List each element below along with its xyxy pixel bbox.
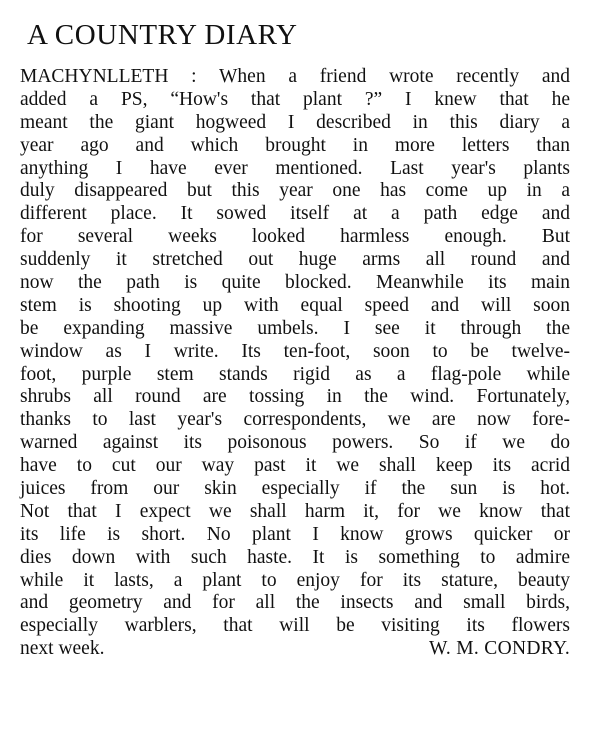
text-line: now the path is quite blocked. Meanwhile its main bbox=[20, 272, 570, 294]
text-line: juices from our skin especially if the sun is hot. bbox=[20, 478, 570, 500]
text-line: year ago and which brought in more letters than bbox=[20, 134, 570, 156]
text-line: and geometry and for all the insects and small birds, bbox=[20, 592, 570, 614]
text-line: Not that I expect we shall harm it, for we know that bbox=[20, 500, 570, 522]
text-line: for several weeks looked harmless enough. But bbox=[20, 226, 570, 248]
text-line: added a PS, “How's that plant ?” I knew that he bbox=[20, 88, 570, 110]
text-line: window as I write. Its ten-foot, soon to be twelve- bbox=[20, 340, 570, 362]
text-line: stem is shooting up with equal speed and will soon bbox=[20, 294, 570, 316]
article-body bbox=[20, 66, 570, 661]
text-line: shrubs all round are tossing in the wind. Fortunately, bbox=[20, 386, 570, 408]
text-line: its life is short. No plant I know grows quicker or bbox=[20, 523, 570, 545]
text-line: meant the giant hogweed I described in this diary a bbox=[20, 111, 570, 133]
text-line: suddenly it stretched out huge arms all round and bbox=[20, 249, 570, 271]
text-line: foot, purple stem stands rigid as a flag-pole while bbox=[20, 363, 570, 385]
text-line: warned against its poisonous powers. So if we do bbox=[20, 432, 570, 454]
final-line-text: next week. bbox=[20, 638, 105, 660]
author-byline: W. M. CONDRY. bbox=[429, 638, 570, 660]
text-line: thanks to last year's correspondents, we are now fore- bbox=[20, 409, 570, 431]
text-line: duly disappeared but this year one has come up in a bbox=[20, 180, 570, 202]
text-line: have to cut our way past it we shall keep its acrid bbox=[20, 455, 570, 477]
text-line: anything I have ever mentioned. Last year's plants bbox=[20, 157, 570, 179]
final-line bbox=[20, 638, 570, 661]
text-line: dies down with such haste. It is something to admire bbox=[20, 546, 570, 568]
text-line: especially warblers, that will be visiting its flowers bbox=[20, 615, 570, 637]
text-line: while it lasts, a plant to enjoy for its stature, beauty bbox=[20, 569, 570, 591]
text-line: be expanding massive umbels. I see it through the bbox=[20, 317, 570, 339]
text-line: MACHYNLLETH : When a friend wrote recently and bbox=[20, 66, 570, 87]
column-title: A COUNTRY DIARY bbox=[27, 19, 298, 51]
text-line: different place. It sowed itself at a path edge and bbox=[20, 203, 570, 225]
